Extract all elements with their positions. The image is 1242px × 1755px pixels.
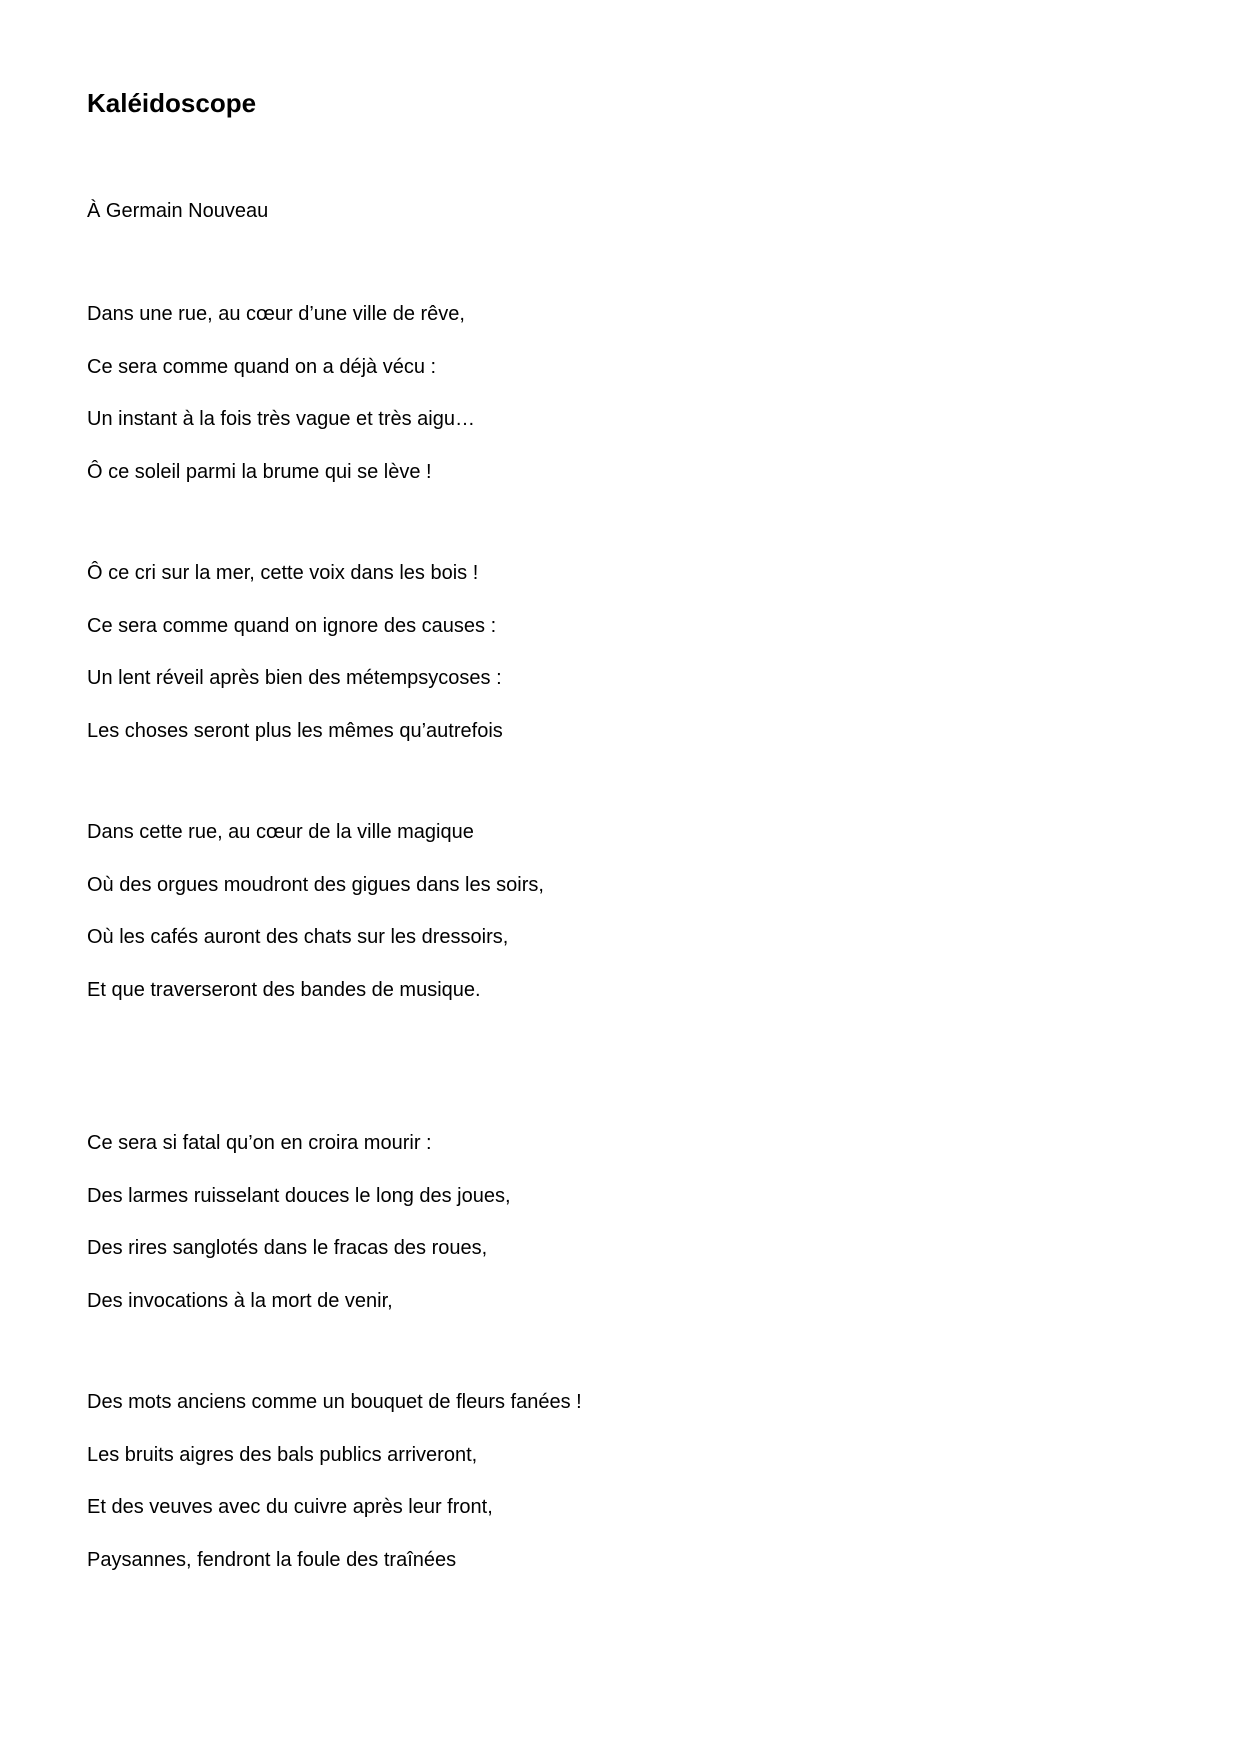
stanza-2	[87, 560, 503, 744]
verse-line: Des larmes ruisselant douces le long des joues,	[87, 1184, 511, 1207]
verse-line: Ô ce cri sur la mer, cette voix dans les bois !	[87, 562, 479, 584]
verse-line: Ce sera comme quand on ignore des causes :	[87, 614, 497, 637]
verse-line: Dans une rue, au cœur d’une ville de rêve,	[87, 303, 465, 325]
verse-line: Des invocations à la mort de venir,	[87, 1289, 393, 1312]
poem-dedication: À Germain Nouveau	[87, 200, 269, 222]
verse-line: Des rires sanglotés dans le fracas des roues,	[87, 1237, 488, 1259]
verse-line: Un lent réveil après bien des métempsycoses :	[87, 667, 502, 689]
verse-line: Où des orgues moudront des gigues dans les soirs,	[87, 873, 544, 896]
stanza-4	[87, 1130, 511, 1314]
verse-line: Ce sera comme quand on a déjà vécu :	[87, 355, 437, 378]
verse-line: Et que traverseront des bandes de musique.	[87, 978, 481, 1001]
verse-line: Les bruits aigres des bals publics arriveront,	[87, 1443, 478, 1466]
stanza-1	[87, 301, 475, 485]
verse-line: Des mots anciens comme un bouquet de fleurs fanées !	[87, 1391, 582, 1413]
verse-line: Ce sera si fatal qu’on en croira mourir :	[87, 1132, 432, 1154]
verse-line: Ô ce soleil parmi la brume qui se lève !	[87, 460, 432, 483]
verse-line: Où les cafés auront des chats sur les dressoirs,	[87, 926, 509, 948]
stanza-3	[87, 819, 544, 1003]
verse-line: Dans cette rue, au cœur de la ville magique	[87, 821, 474, 843]
stanza-5	[87, 1389, 582, 1573]
verse-line: Paysannes, fendront la foule des traînées	[87, 1548, 457, 1571]
verse-line: Et des veuves avec du cuivre après leur front,	[87, 1496, 493, 1518]
verse-line: Les choses seront plus les mêmes qu’autrefois	[87, 719, 503, 742]
verse-line: Un instant à la fois très vague et très aigu…	[87, 408, 475, 430]
poem-title: Kaléidoscope	[87, 88, 257, 118]
